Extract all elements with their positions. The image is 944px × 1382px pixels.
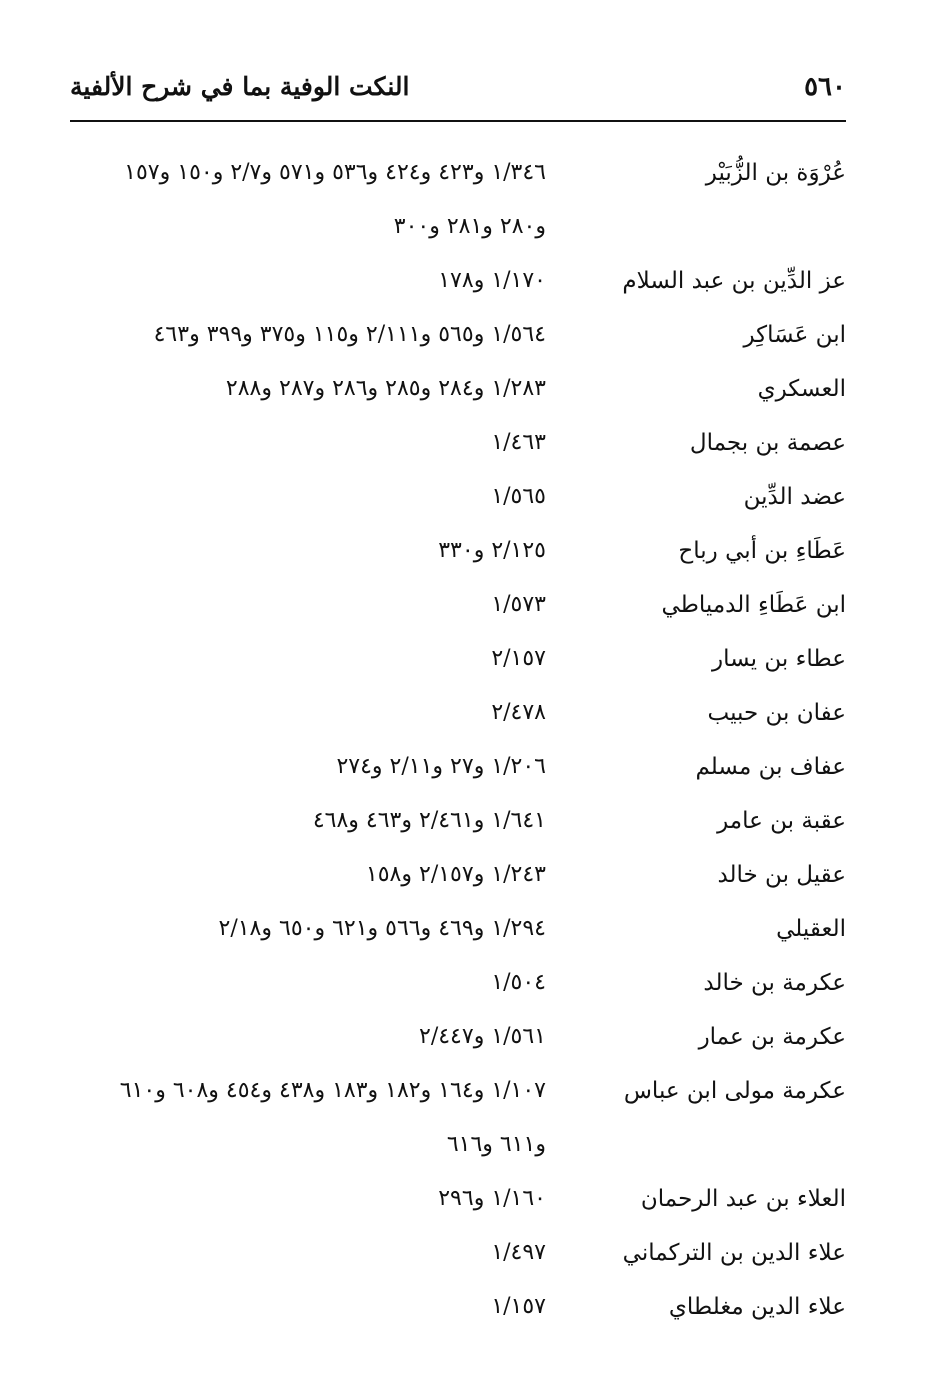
entry-references [70,1280,546,1334]
reference-line: ١/٥٦٤ و٥٦٥ و٢/١١١ و١١٥ و٣٧٥ و٣٩٩ و٤٦٣ [153,322,546,347]
index-entry [70,632,846,686]
entry-references [70,686,546,740]
reference-line: ١/١٥٧ [491,1294,546,1319]
reference-line: ١/٢٩٤ و٤٦٩ و٥٦٦ و٦٢١ و٦٥٠ و٢/١٨ [218,916,546,941]
entry-name: علاء الدين بن التركماني [622,1240,846,1266]
page-number: ٥٦٠ [804,72,846,102]
entry-name: علاء الدين مغلطاي [668,1294,846,1320]
reference-line: ٢/٤٧٨ [491,700,546,725]
entry-references [70,416,546,470]
entry-name: عَطَاءِ بن أبي رباح [678,538,846,564]
entry-name: عز الدِّين بن عبد السلام [622,268,846,294]
entry-references [70,794,546,848]
index-entry [70,1064,846,1172]
index-entry [70,794,846,848]
reference-line: ١/٢٨٣ و٢٨٤ و٢٨٥ و٢٨٦ و٢٨٧ و٢٨٨ [225,376,546,401]
entry-name: عفاف بن مسلم [695,754,846,780]
index-entry [70,1010,846,1064]
entry-references [70,1226,546,1280]
reference-line: ١/١٧٠ و١٧٨ [438,268,546,293]
entry-name: ابن عَسَاكِر [743,322,846,348]
entry-name: عضد الدِّين [743,484,846,510]
page-header [70,70,846,114]
entry-name: عُرْوَة بن الزُّبَيْر [705,160,846,186]
index-entry [70,1172,846,1226]
reference-line: ١/٣٤٦ و٤٢٣ و٤٢٤ و٥٣٦ و٥٧١ و٢/٧ و١٥٠ و١٥٧ [124,160,546,185]
reference-line: ١/٦٤١ و٢/٤٦١ و٤٦٣ و٤٦٨ [312,808,546,833]
entry-name: عقيل بن خالد [717,862,846,888]
entry-references [70,740,546,794]
index-entry [70,362,846,416]
entry-references [70,146,546,254]
index-entry [70,740,846,794]
entry-references [70,956,546,1010]
reference-line: ٢/١٥٧ [491,646,546,671]
reference-line: ١/١٠٧ و١٦٤ و١٨٢ و١٨٣ و٤٣٨ و٤٥٤ و٦٠٨ و٦١٠ [119,1078,546,1103]
reference-line: ١/٤٩٧ [491,1240,546,1265]
index-entry [70,578,846,632]
entry-references [70,362,546,416]
index-entry [70,470,846,524]
reference-line: و٢٨٠ و٢٨١ و٣٠٠ [393,214,546,239]
entry-references [70,524,546,578]
index-entry [70,146,846,254]
index-entry [70,848,846,902]
entry-name: العسكري [757,376,846,402]
index-entry [70,524,846,578]
reference-line: ٢/١٢٥ و٣٣٠ [438,538,546,563]
entry-references [70,1064,546,1172]
index-entry [70,1280,846,1334]
index-entry [70,1226,846,1280]
reference-line: ١/٥٦٥ [491,484,546,509]
entry-references [70,1010,546,1064]
index-entry [70,686,846,740]
reference-line: و٦١١ و٦١٦ [446,1132,546,1157]
entry-references [70,308,546,362]
entry-references [70,578,546,632]
entry-name: عكرمة بن خالد [703,970,846,996]
reference-line: ١/٥٧٣ [491,592,546,617]
index-entry [70,254,846,308]
entry-name: عصمة بن بجمال [689,430,846,456]
header-divider [70,120,846,122]
book-page [70,0,846,1382]
running-title: النكت الوفية بما في شرح الألفية [70,72,410,101]
reference-line: ١/٢٤٣ و٢/١٥٧ و١٥٨ [365,862,546,887]
reference-line: ١/١٦٠ و٢٩٦ [438,1186,546,1211]
entry-references [70,902,546,956]
entry-references [70,254,546,308]
entry-references [70,1172,546,1226]
index-entry [70,956,846,1010]
reference-line: ١/٤٦٣ [491,430,546,455]
entry-references [70,848,546,902]
entry-name: عقبة بن عامر [717,808,846,834]
entry-name: عكرمة مولى ابن عباس [623,1078,846,1104]
entry-name: عفان بن حبيب [707,700,846,726]
index-entry [70,416,846,470]
entry-name: العلاء بن عبد الرحمان [640,1186,846,1212]
index-entry [70,902,846,956]
reference-line: ١/٥٦١ و٢/٤٤٧ [419,1024,546,1049]
entry-references [70,470,546,524]
index-entry [70,308,846,362]
entry-name: العقيلي [776,916,846,942]
entry-name: عكرمة بن عمار [698,1024,846,1050]
entry-name: عطاء بن يسار [712,646,846,672]
reference-line: ١/٢٠٦ و٢٧ و٢/١١ و٢٧٤ [336,754,546,779]
entry-name: ابن عَطَاءِ الدمياطي [661,592,846,618]
reference-line: ١/٥٠٤ [491,970,546,995]
entry-references [70,632,546,686]
